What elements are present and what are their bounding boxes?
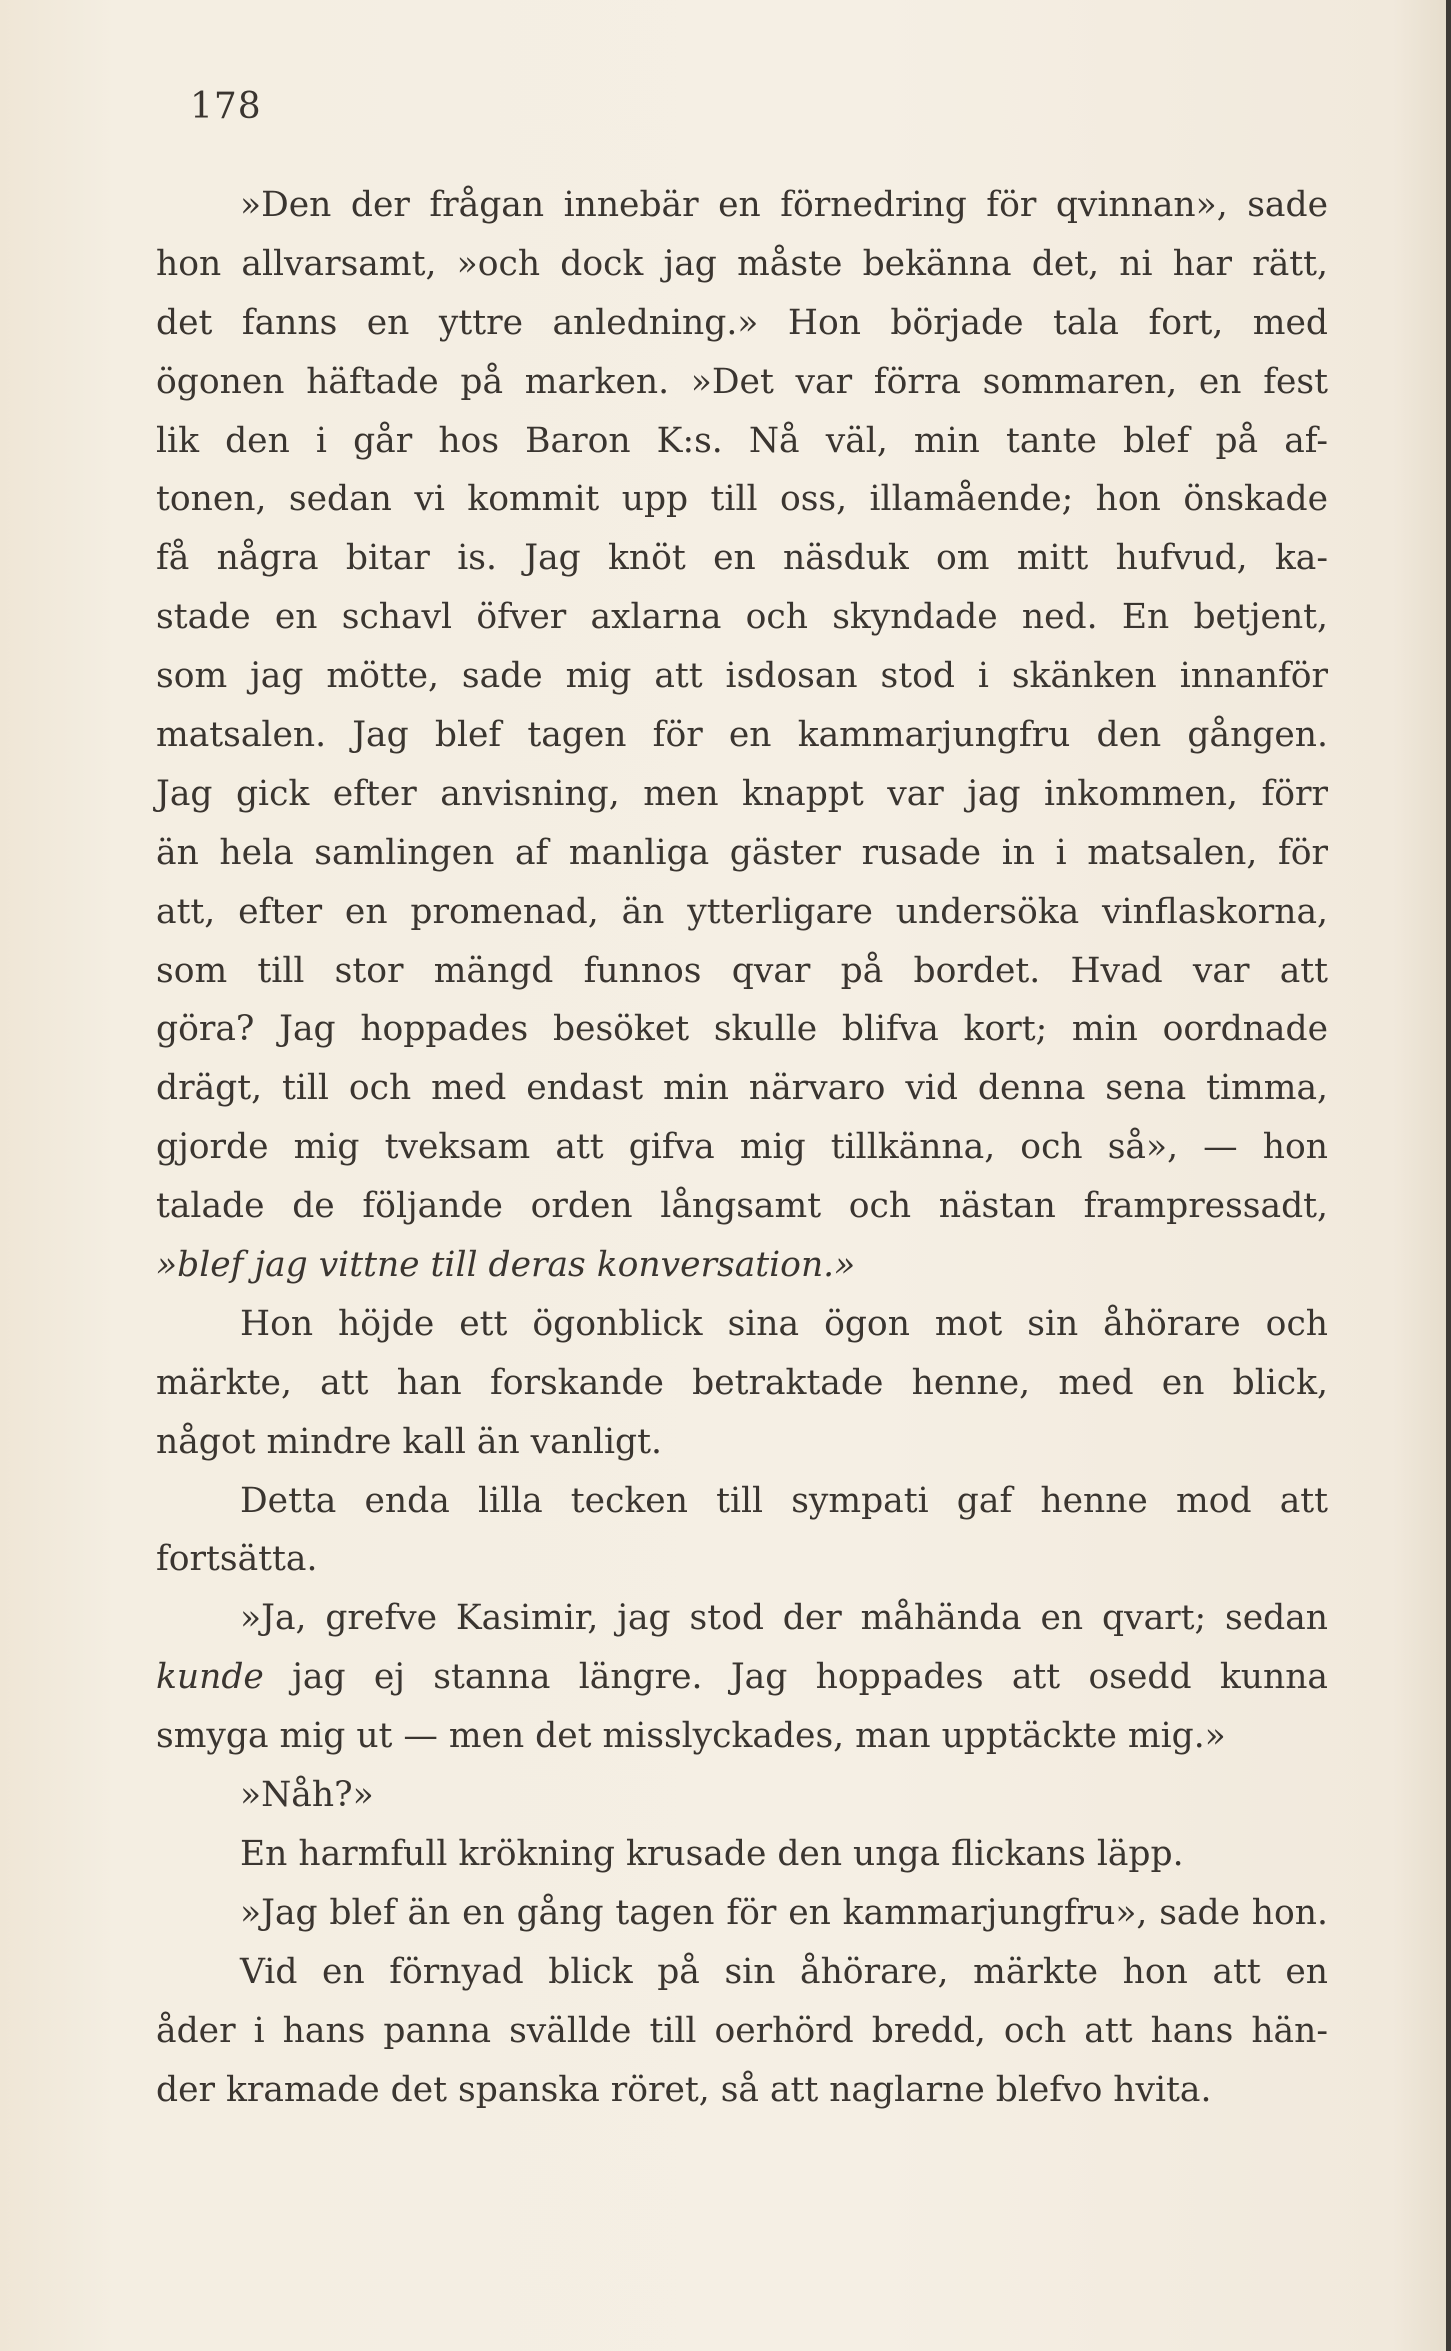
text-line: fortsätta. [156, 1539, 318, 1580]
text-line: Detta enda lilla tecken till sympati gaf henne mod att [240, 1480, 1328, 1521]
body-text [156, 176, 1328, 2119]
text-line: Jag gick efter anvisning, men knappt var jag inkommen, förr [156, 773, 1328, 814]
text-line: smyga mig ut — men det misslyckades, man upptäckte mig.» [156, 1716, 1226, 1757]
text-line: som jag mötte, sade mig att isdosan stod i skänken innanför [156, 656, 1328, 697]
text-line: Vid en förnyad blick på sin åhörare, märkte hon att en [240, 1951, 1328, 1992]
text-line: något mindre kall än vanligt. [156, 1421, 662, 1462]
text-line: der kramade det spanska röret, så att naglarne blefvo hvita. [156, 2069, 1212, 2110]
text-line: talade de följande orden långsamt och nästan frampressadt, [156, 1186, 1328, 1227]
text-line: få några bitar is. Jag knöt en näsduk om mitt hufvud, ka- [156, 538, 1328, 579]
text-line: drägt, till och med endast min närvaro vid denna sena timma, [156, 1068, 1328, 1109]
text-line: lik den i går hos Baron K:s. Nå väl, min tante blef på af- [156, 420, 1328, 461]
text-line: hon allvarsamt, »och dock jag måste bekänna det, ni har rätt, [156, 243, 1328, 284]
text-line: »Nåh?» [240, 1775, 374, 1816]
text-line: matsalen. Jag blef tagen för en kammarjungfru den gången. [156, 715, 1328, 756]
text-line: »Den der frågan innebär en förnedring för qvinnan», sade [240, 185, 1328, 225]
text-line: »blef jag vittne till deras konversation.» [156, 1245, 856, 1286]
text-line: »Ja, grefve Kasimir, jag stod der måhända en qvart; sedan [240, 1598, 1328, 1639]
text-line: stade en schavl öfver axlarna och skyndade ned. En betjent, [156, 597, 1328, 638]
text-line: ögonen häftade på marken. »Det var förra sommaren, en fest [156, 361, 1328, 402]
text-line: än hela samlingen af manliga gäster rusade in i matsalen, för [156, 832, 1328, 873]
text-line: kunde jag ej stanna längre. Jag hoppades att osedd kunna [156, 1657, 1328, 1698]
text-line: En harmfull krökning krusade den unga flickans läpp. [240, 1833, 1184, 1874]
page-number: 178 [190, 86, 262, 127]
text-line: att, efter en promenad, än ytterligare undersöka vinflaskorna, [156, 891, 1328, 932]
text-line: »Jag blef än en gång tagen för en kammarjungfru», sade hon. [240, 1892, 1328, 1933]
text-line: Hon höjde ett ögonblick sina ögon mot sin åhörare och [240, 1303, 1328, 1344]
text-line: gjorde mig tveksam att gifva mig tillkänna, och så», — hon [156, 1127, 1328, 1168]
text-line: göra? Jag hoppades besöket skulle blifva kort; min oordnade [156, 1009, 1328, 1050]
text-line: åder i hans panna svällde till oerhörd bredd, och att hans hän- [156, 2010, 1328, 2051]
text-line: tonen, sedan vi kommit upp till oss, illamående; hon önskade [156, 479, 1328, 520]
text-line: som till stor mängd funnos qvar på bordet. Hvad var att [156, 950, 1328, 991]
text-line: märkte, att han forskande betraktade henne, med en blick, [156, 1362, 1328, 1403]
page-edge [1446, 0, 1451, 2351]
text-line: det fanns en yttre anledning.» Hon började tala fort, med [156, 302, 1328, 343]
